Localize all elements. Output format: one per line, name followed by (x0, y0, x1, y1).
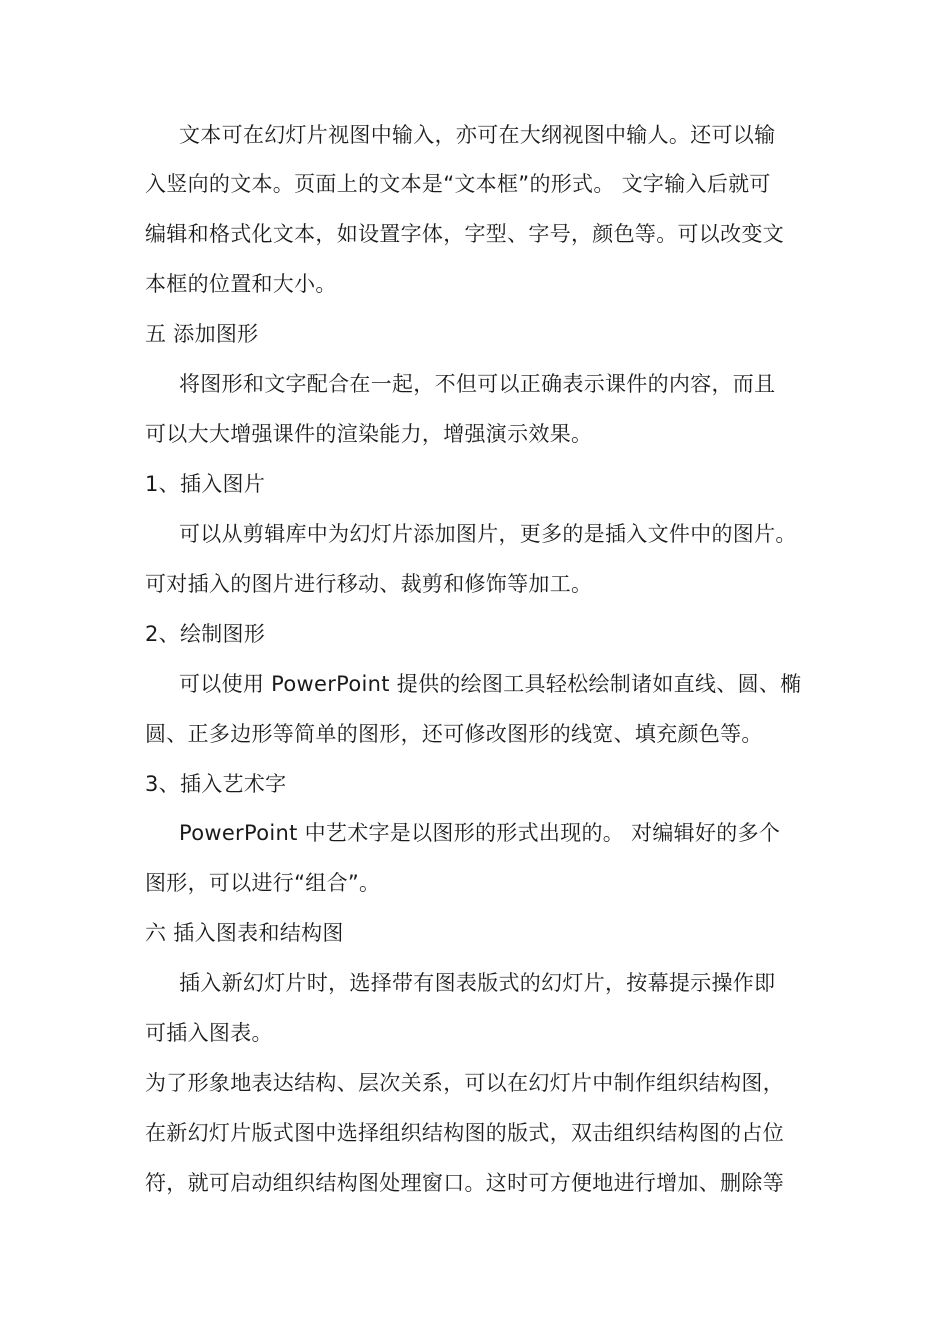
paragraph-line: PowerPoint 中艺术字是以图形的形式出现的。 对编辑好的多个 (179, 821, 781, 845)
paragraph-line: 圆、正多边形等简单的图形，还可修改图形的线宽、填充颜色等。 (145, 722, 763, 746)
section-heading: 六 插入图表和结构图 (145, 921, 344, 945)
section-heading: 五 添加图形 (145, 322, 259, 346)
paragraph-line: 文本可在幻灯片视图中输入，亦可在大纲视图中输人。还可以输 (179, 123, 776, 147)
subsection-heading: 2、绘制图形 (145, 622, 266, 646)
paragraph-line: 插入新幻灯片时，选择带有图表版式的幻灯片，按幕提示操作即 (179, 971, 776, 995)
paragraph-line: 本框的位置和大小。 (145, 272, 337, 296)
paragraph-line: 可以从剪辑库中为幻灯片添加图片，更多的是插入文件中的图片。 (179, 522, 797, 546)
paragraph-line: 图形，可以进行“组合”。 (145, 871, 381, 895)
paragraph-line: 可以使用 PowerPoint 提供的绘图工具轻松绘制诸如直线、圆、椭 (179, 672, 802, 696)
paragraph-line: 在新幻灯片版式图中选择组织结构图的版式，双击组织结构图的占位 (145, 1121, 784, 1145)
paragraph-line: 符，就可启动组织结构图处理窗口。这时可方便地进行增加、删除等 (145, 1171, 784, 1195)
subsection-heading: 3、插入艺术字 (145, 772, 287, 796)
subsection-heading: 1、插入图片 (145, 472, 266, 496)
paragraph-line: 编辑和格式化文本，如设置字体，字型、字号，颜色等。可以改变文 (145, 222, 784, 246)
paragraph-line: 为了形象地表达结构、层次关系，可以在幻灯片中制作组织结构图， (145, 1071, 784, 1095)
paragraph-line: 入竖向的文本。页面上的文本是“文本框”的形式。 文字输入后就可 (145, 172, 771, 196)
paragraph-line: 可以大大增强课件的渲染能力，增强演示效果。 (145, 422, 593, 446)
paragraph-line: 将图形和文字配合在一起，不但可以正确表示课件的内容，而且 (179, 372, 776, 396)
paragraph-line: 可插入图表。 (145, 1021, 273, 1045)
paragraph-line: 可对插入的图片进行移动、裁剪和修饰等加工。 (145, 572, 593, 596)
